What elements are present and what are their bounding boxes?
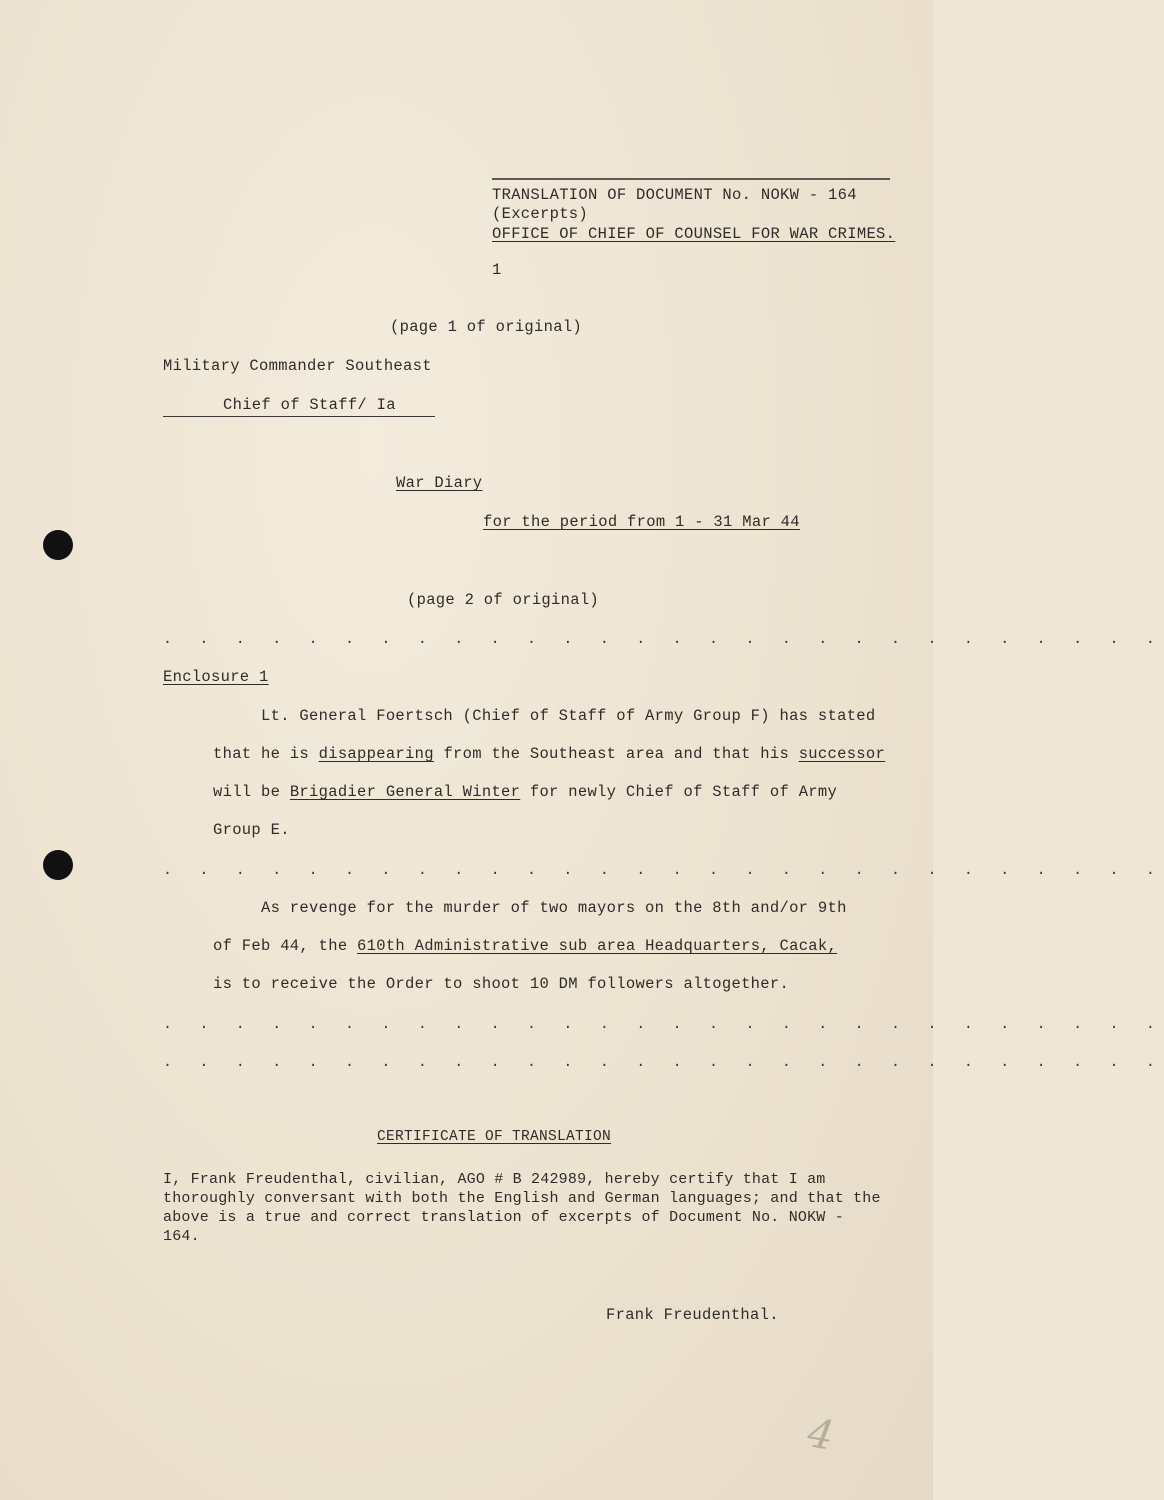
page1-note: (page 1 of original): [390, 318, 583, 336]
page2-note: (page 2 of original): [407, 591, 600, 609]
chief-of-staff-text: Chief of Staff/ Ia: [223, 396, 396, 414]
p1-line4: Group E.: [213, 821, 290, 839]
page-number: 1: [492, 261, 502, 279]
commander-line: Military Commander Southeast: [163, 357, 432, 375]
p1-line2-u1: disappearing: [318, 745, 434, 763]
excerpts-label: (Excerpts): [492, 205, 589, 223]
punch-hole-bottom: [43, 850, 73, 880]
certificate-text: I, Frank Freudenthal, civilian, AGO # B 242989, hereby certify that I am thoroughly conversant with both the English and German languages; and that the above is a true and correct translation of excerpts of Document No. NOKW - 164.: [163, 1171, 881, 1245]
p2-line1: As revenge for the murder of two mayors on the 8th and/or 9th: [261, 899, 847, 917]
ellipsis-row-4: . . . . . . . . . . . . . . . . . . . . . . . . . . . .: [163, 1054, 1164, 1071]
paragraph-2: [213, 889, 913, 1003]
p2-line2-u: 610th Administrative sub area Headquarters, Cacak,: [357, 937, 838, 955]
paragraph-1: [213, 697, 913, 849]
p1-line1: Lt. General Foertsch (Chief of Staff of Army Group F) has stated: [261, 707, 876, 725]
war-diary-title: War Diary: [396, 474, 483, 492]
handwritten-page-mark: 4: [804, 1410, 838, 1460]
header-top-rule: [492, 178, 890, 180]
period-line: for the period from 1 - 31 Mar 44: [483, 513, 800, 531]
p1-line3-u: Brigadier General Winter: [289, 783, 521, 801]
chief-of-staff-line: [163, 396, 435, 417]
punch-hole-top: [43, 530, 73, 560]
p1-line3-post: for newly Chief of Staff of Army: [520, 783, 838, 801]
p1-line2-pre: that he is: [213, 745, 319, 763]
p2-line2-pre: of Feb 44, the: [213, 937, 358, 955]
p1-line2: [213, 735, 913, 773]
p1-line3: [213, 773, 913, 811]
ellipsis-row-1: . . . . . . . . . . . . . . . . . . . . . . . . . . . .: [163, 631, 1164, 648]
p1-line3-pre: will be: [213, 783, 290, 801]
enclosure-label: Enclosure 1: [163, 668, 269, 686]
p2-line2: [213, 927, 913, 965]
office-line: OFFICE OF CHIEF OF COUNSEL FOR WAR CRIMES.: [492, 225, 896, 243]
certificate-title: CERTIFICATE OF TRANSLATION: [377, 1129, 612, 1145]
p1-line2-mid: from the Southeast area and that his: [433, 745, 799, 763]
ellipsis-row-3: . . . . . . . . . . . . . . . . . . . . . . . . . . . .: [163, 1016, 1164, 1033]
p2-line3: is to receive the Order to shoot 10 DM followers altogether.: [213, 975, 790, 993]
translation-line: TRANSLATION OF DOCUMENT No. NOKW - 164: [492, 186, 857, 204]
ellipsis-row-2: . . . . . . . . . . . . . . . . . . . . . . . . . . . .: [163, 862, 1164, 879]
signature: Frank Freudenthal.: [606, 1306, 779, 1324]
p1-line2-u2: successor: [798, 745, 886, 763]
